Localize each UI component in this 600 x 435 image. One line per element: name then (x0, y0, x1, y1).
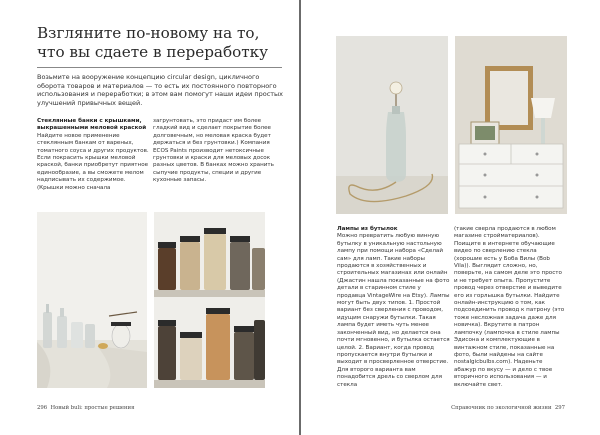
intro-paragraph: Возьмите на вооружение концепцию circular design, цикличного оборота товаров и материалов — то есть их постоянного повторного использования и переработки; в этом вам помогут наши идеи простых улучшений привычных вещей. (37, 73, 284, 107)
dresser-photo (455, 36, 567, 214)
right-running-title: Справочник по экологичной жизни (451, 405, 552, 411)
lamps-column-2 (454, 226, 566, 389)
left-page (0, 0, 299, 435)
bottle-lamp-photo (336, 36, 448, 214)
title-line-1: Взгляните по-новому на то, (37, 24, 260, 42)
right-page (301, 0, 600, 435)
left-page-number: 296 (37, 405, 48, 411)
lamps-heading: Лампы из бутылок (337, 226, 398, 232)
jars-column-1 (37, 118, 149, 192)
jars-shelf-photo (154, 212, 265, 388)
jars-text-1: Найдите новое применение стеклянным банкам от вареных, томатного соуса и других продуктов. Если покрасить крышки меловой краской, банки приобретут приятное единообразие, а вы сможете мелом надписывать их содержимое. (Крышки можно сначала (37, 132, 149, 191)
lamps-text-2: (такие сверла продаются в любом магазине стройматериалов). Поищите в интернете обучающие видео по сверлению стекла (хорошие есть у Боба Вилы (Bob Vila)). Выглядит сложно, но, поверьте, на самом деле это просто и не требует опыта. Пропустите провод через отверстие и выведите его из горлышка бутылки. Найдите онлайн-инструкцию о том, как подсоединить провод к патрону (это тоже несложная задача даже для новичка). Вкрутите в патрон лампочку (лампочка в стиле лампы Эдисона и комплектующие в винтажном стиле, показанные на фото, были найдены на сайте nostalgicbulbs.com). Наденьте абажур по вкусу — и дело с твое вторичного использования — и включайте свет. (454, 226, 565, 388)
lamps-column-1 (337, 226, 450, 389)
bottles-photo (37, 212, 147, 388)
lamps-text-1: Можно превратить любую винную бутылку в уникальную настольную лампу при помощи набора «Сделай сам» для ламп. Такие наборы продаются в хозяйственных и строительных магазинах или онлайн (Джастин нашла показанные на фото детали в старинном стиле у продавца VintageWire на Etsy). Лампы могут быть двух типов. 1. Простой вариант без сверления с проводом, идущим снаружи бутылки. Такая лампа будет иметь чуть менее законченный вид, но делается она почти мгновенно, и бутылка остается целой. 2. Вариант, когда провод пропускается внутри бутылки и выходит в просверленное отверстие. Для второго варианта вам понадобится дрель со сверлом для стекла (337, 233, 450, 388)
title-divider (37, 67, 282, 68)
right-footer (451, 405, 565, 411)
left-footer (37, 405, 134, 411)
jars-heading: Стеклянные банки с крышками, выкрашенными меловой краской (37, 118, 147, 132)
page-title (37, 24, 277, 62)
right-page-number: 297 (554, 405, 565, 411)
title-line-2: что вы сдаете в переработку (37, 43, 269, 61)
jars-text-2: загрунтовать, это придаст им более гладкий вид и сделает покрытие более долговечным, но меловая краска будет держаться и без грунтовки.) Компания ECOS Paints производит нетоксичные грунтовки и краски для меловых досок разных цветов. В банках можно хранить сыпучие продукты, специи и другие кухонные запасы. (153, 118, 274, 184)
jars-column-2 (153, 118, 275, 185)
left-running-title: Новый buli: простые решения (50, 405, 135, 411)
